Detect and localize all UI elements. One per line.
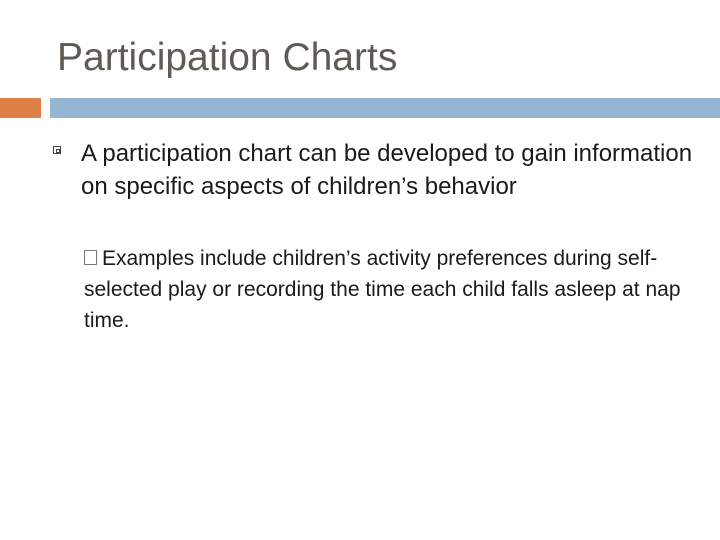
slide-title: Participation Charts: [57, 36, 398, 79]
subbullet-text: Examples include children’s activity preferences during self-selected play or recording the time each child falls asleep at nap time.: [84, 247, 681, 332]
bullet-text: A participation chart can be developed to gain information on specific aspects of children’s behavior: [81, 140, 693, 200]
square-bullet-icon: [53, 146, 61, 154]
